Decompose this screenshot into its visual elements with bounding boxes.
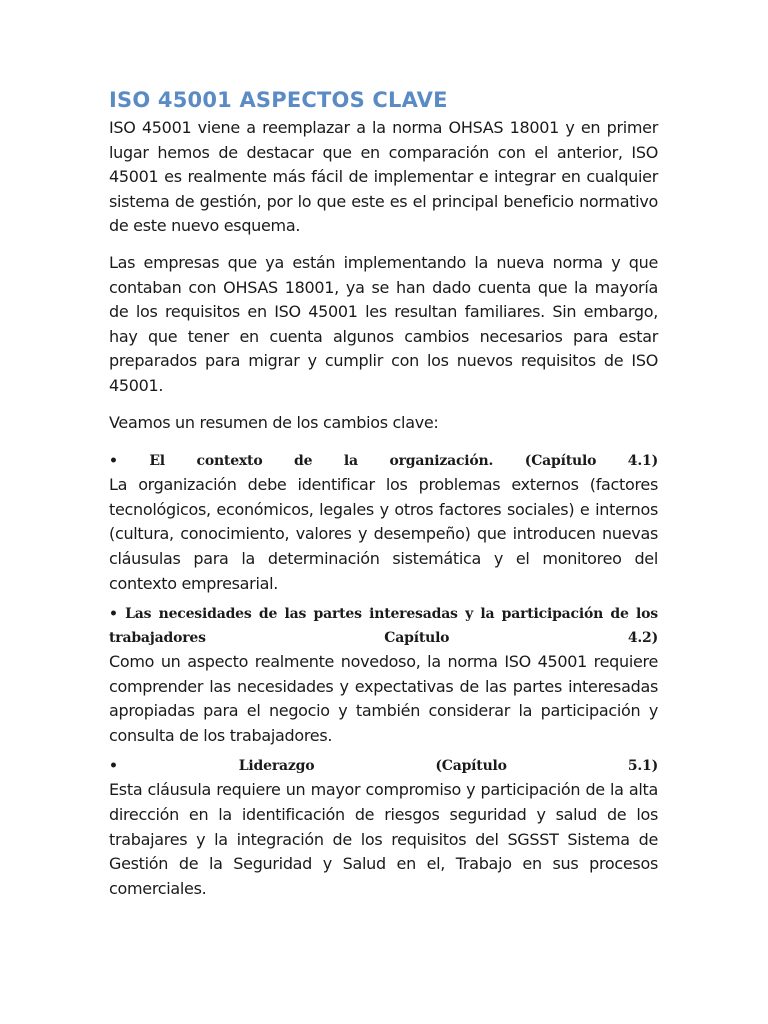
section-body: Esta cláusula requiere un mayor compromiso y participación de la alta dirección en la identificación de riesgos seguridad y salud de los trabajares y la integración de los requisitos del SGSST Sistema de Gestión de la Seguridad y Salud en el, Trabajo en sus procesos comerciales. (109, 780, 658, 898)
intro-paragraph-1: ISO 45001 viene a reemplazar a la norma OHSAS 18001 y en primer lugar hemos de destacar que en comparación con el anterior, ISO 45001 es realmente más fácil de implementar e integrar en cualquier sistema de gestión, por lo que este es el principal beneficio normativo de este nuevo esquema. (109, 118, 658, 236)
section-heading: • Las necesidades de las partes interesadas y la participación de los trabajadores Capítulo 4.2) (109, 606, 658, 647)
section-context (109, 449, 658, 596)
document-title: ISO 45001 ASPECTOS CLAVE (109, 88, 448, 112)
section-leadership (109, 754, 658, 901)
section-interested-parties (109, 602, 658, 748)
section-heading: • Liderazgo (Capítulo 5.1) (109, 758, 658, 775)
section-heading: • El contexto de la organización. (Capítulo 4.1) (109, 453, 658, 470)
intro-paragraph-2: Las empresas que ya están implementando la nueva norma y que contaban con OHSAS 18001, ya se han dado cuenta que la mayoría de los requisitos en ISO 45001 les resultan familiares. Sin embargo, hay que tener en cuenta algunos cambios necesarios para estar preparados para migrar y cumplir con los nuevos requisitos de ISO 45001. (109, 252, 658, 395)
section-body: La organización debe identificar los problemas externos (factores tecnológicos, económicos, legales y otros factores sociales) e internos (cultura, conocimiento, valores y desempeño) que introducen nuevas cláusulas para la determinación sistemática y el monitoreo del contexto empresarial. (109, 475, 658, 593)
intro-paragraph-3: Veamos un resumen de los cambios clave: (109, 412, 439, 432)
document-page (109, 88, 658, 907)
section-body: Como un aspecto realmente novedoso, la norma ISO 45001 requiere comprender las necesidades y expectativas de las partes interesadas apropiadas para el negocio y también considerar la participación y consulta de los trabajadores. (109, 652, 658, 745)
